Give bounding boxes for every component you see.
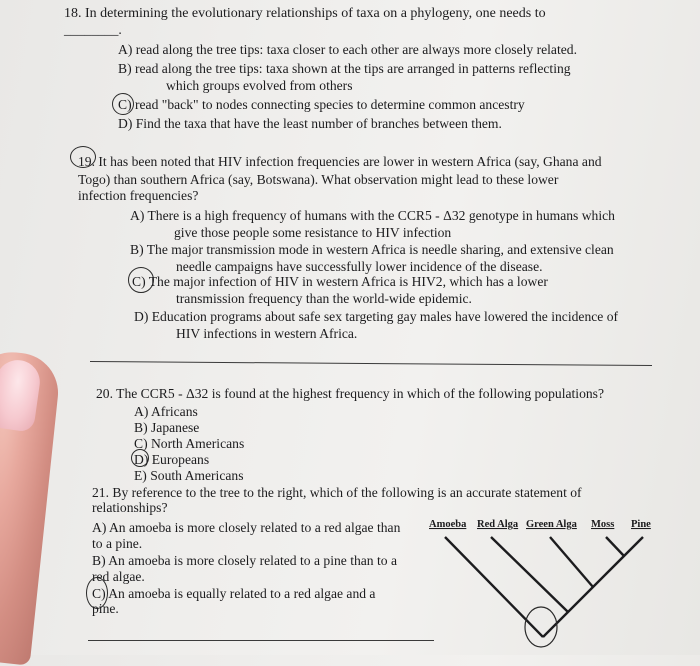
branch-red-alga (491, 537, 568, 612)
q20-option-c: C) North Americans (134, 436, 245, 451)
taxon-green-alga: Green Alga (526, 519, 577, 530)
taxon-moss: Moss (591, 519, 615, 530)
q19-stem-line2: Togo) than southern Africa (say, Botswana). What observation might lead to these lower (78, 172, 559, 187)
q19-option-c-line2: transmission frequency than the world-wide epidemic. (176, 291, 472, 306)
branch-amoeba (445, 537, 543, 637)
q19-option-d-line1: D) Education programs about safe sex targeting gay males have lowered the incidence of (134, 309, 619, 324)
q21-option-b-line2: red algae. (92, 569, 145, 584)
q20-option-e: E) South Americans (134, 468, 244, 483)
q18-option-b-line2: which groups evolved from others (166, 78, 353, 93)
q21-option-a-line1: A) An amoeba is more closely related to a red algae than (92, 520, 401, 535)
taxon-red-alga: Red Alga (477, 519, 519, 530)
q20-option-d: D) Europeans (134, 452, 210, 467)
q20-option-a: A) Africans (134, 404, 198, 419)
q18-answer-circle (112, 93, 134, 115)
q18-option-c: C) read "back" to nodes connecting species to determine common ancestry (118, 97, 525, 112)
q18-blank: ________. (64, 22, 122, 37)
bottom-rule (88, 640, 434, 641)
q19-option-c-line1: C) The major infection of HIV in western Africa is HIV2, which has a lower (132, 274, 548, 289)
q19-stem-line1: 19. It has been noted that HIV infection frequencies are lower in western Africa (say, Ghana and (78, 154, 602, 169)
branch-moss (606, 537, 624, 556)
q18-option-d: D) Find the taxa that have the least number of branches between them. (118, 116, 502, 131)
q21-option-c-line2: pine. (92, 601, 119, 616)
q20-stem: 20. The CCR5 - Δ32 is found at the highest frequency in which of the following populations? (96, 386, 604, 401)
q18-option-a: A) read along the tree tips: taxa closer to each other are always more closely related. (118, 42, 577, 57)
q19-option-a-line2: give those people some resistance to HIV infection (174, 225, 452, 240)
q18-option-b-line1: B) read along the tree tips: taxa shown at the tips are arranged in patterns reflecting (118, 61, 571, 76)
divider (90, 361, 652, 366)
q21-stem-line2: relationships? (92, 500, 168, 515)
q21-option-a-line2: to a pine. (92, 536, 143, 551)
q20-option-b: B) Japanese (134, 420, 200, 435)
branch-green-alga (550, 537, 593, 587)
taxon-pine: Pine (631, 519, 651, 530)
q21-option-c-line1: C) An amoeba is equally related to a red algae and a (92, 586, 376, 601)
q19-option-b-line1: B) The major transmission mode in western Africa is needle sharing, and extensive clean (130, 242, 614, 257)
q21-option-b-line1: B) An amoeba is more closely related to a pine than to a (92, 553, 398, 568)
q21-stem-line1: 21. By reference to the tree to the right, which of the following is an accurate statement of (92, 485, 582, 500)
q19-stem-line3: infection frequencies? (78, 188, 199, 203)
taxon-amoeba: Amoeba (429, 519, 467, 530)
q18-stem: 18. In determining the evolutionary relationships of taxa on a phylogeny, one needs to (64, 6, 546, 21)
q19-option-d-line2: HIV infections in western Africa. (176, 326, 358, 341)
q19-option-a-line1: A) There is a high frequency of humans with the CCR5 - Δ32 genotype in humans which (130, 208, 615, 223)
q19-option-b-line2: needle campaigns have successfully lower incidence of the disease. (176, 259, 543, 274)
phylogenetic-tree (425, 515, 665, 655)
